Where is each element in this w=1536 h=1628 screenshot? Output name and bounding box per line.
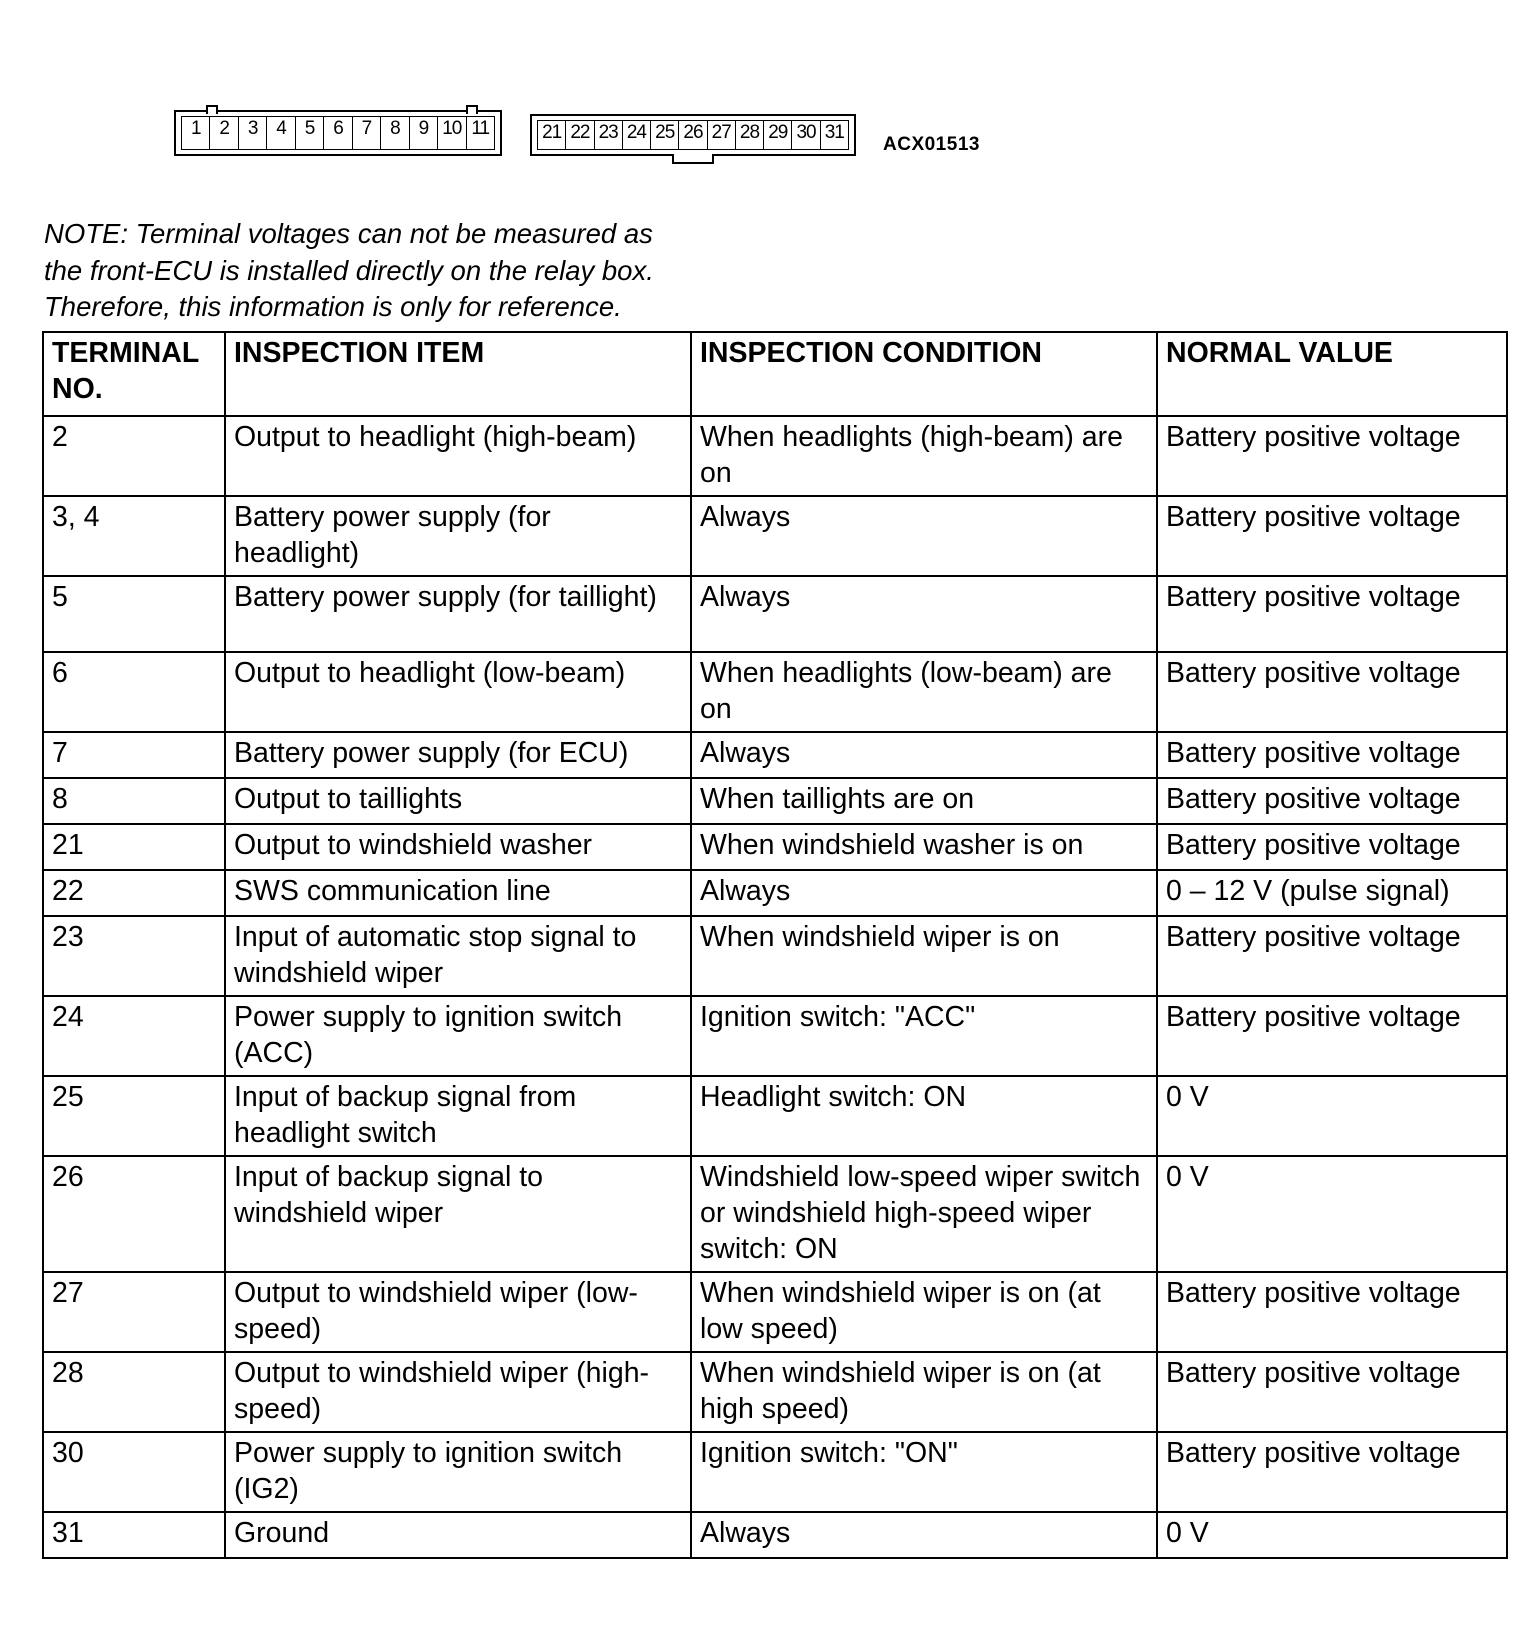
connector-pin: 7 (353, 117, 381, 149)
cell-condition: Always (691, 496, 1157, 576)
cell-item: Input of backup signal from headlight switch (225, 1076, 691, 1156)
table-row (43, 1156, 1507, 1272)
cell-item: Battery power supply (for headlight) (225, 496, 691, 576)
cell-value: Battery positive voltage (1157, 996, 1507, 1076)
cell-value: Battery positive voltage (1157, 496, 1507, 576)
cell-value: Battery positive voltage (1157, 1272, 1507, 1352)
table-row (43, 1272, 1507, 1352)
cell-condition: When windshield wiper is on (at high speed) (691, 1352, 1157, 1432)
left-connector-latch (466, 105, 478, 114)
cell-value: Battery positive voltage (1157, 416, 1507, 496)
table-body (43, 416, 1507, 1558)
table-row (43, 1432, 1507, 1512)
cell-value: Battery positive voltage (1157, 1432, 1507, 1512)
header-item: INSPECTION ITEM (225, 332, 691, 416)
connector-pin: 22 (566, 121, 594, 149)
cell-item: Battery power supply (for ECU) (225, 732, 691, 778)
cell-terminal: 26 (43, 1156, 225, 1272)
cell-value: 0 – 12 V (pulse signal) (1157, 870, 1507, 916)
cell-item: Output to taillights (225, 778, 691, 824)
cell-terminal: 27 (43, 1272, 225, 1352)
cell-item: Output to windshield wiper (low-speed) (225, 1272, 691, 1352)
note (44, 216, 804, 326)
table-row (43, 576, 1507, 652)
cell-condition: When headlights (high-beam) are on (691, 416, 1157, 496)
connector-pin: 26 (679, 121, 707, 149)
connector-pin: 23 (595, 121, 623, 149)
left-connector (174, 110, 502, 156)
cell-condition: Always (691, 870, 1157, 916)
cell-value: Battery positive voltage (1157, 652, 1507, 732)
table-row (43, 1512, 1507, 1558)
cell-condition: Always (691, 576, 1157, 652)
left-connector-pins (181, 116, 495, 150)
cell-item: Input of automatic stop signal to windshield wiper (225, 916, 691, 996)
cell-condition: When windshield washer is on (691, 824, 1157, 870)
terminal-spec-table (42, 331, 1508, 1559)
header-value: NORMAL VALUE (1157, 332, 1507, 416)
cell-value: 0 V (1157, 1076, 1507, 1156)
cell-value: Battery positive voltage (1157, 916, 1507, 996)
connector-pin: 11 (471, 118, 490, 139)
cell-terminal: 23 (43, 916, 225, 996)
table-row (43, 732, 1507, 778)
cell-value: Battery positive voltage (1157, 576, 1507, 652)
table-row (43, 416, 1507, 496)
connector-pin: 29 (764, 121, 792, 149)
cell-terminal: 2 (43, 416, 225, 496)
connector-pin: 25 (651, 121, 679, 149)
table-row (43, 1352, 1507, 1432)
cell-item: Power supply to ignition switch (IG2) (225, 1432, 691, 1512)
left-connector-latch (206, 105, 218, 114)
cell-condition: Ignition switch: "ON" (691, 1432, 1157, 1512)
cell-item: Output to headlight (high-beam) (225, 416, 691, 496)
cell-condition: Windshield low-speed wiper switch or windshield high-speed wiper switch: ON (691, 1156, 1157, 1272)
cell-terminal: 24 (43, 996, 225, 1076)
cell-condition: Always (691, 732, 1157, 778)
connector-pin: 27 (708, 121, 736, 149)
cell-terminal: 21 (43, 824, 225, 870)
note-line: NOTE: Terminal voltages can not be measured as (44, 218, 653, 249)
cell-item: Output to headlight (low-beam) (225, 652, 691, 732)
connector-pin: 24 (623, 121, 651, 149)
right-connector-pins (537, 120, 849, 150)
right-connector-latch (672, 154, 714, 164)
cell-item: Battery power supply (for taillight) (225, 576, 691, 652)
cell-value: Battery positive voltage (1157, 732, 1507, 778)
cell-item: Power supply to ignition switch (ACC) (225, 996, 691, 1076)
header-terminal: TERMINAL NO. (43, 332, 225, 416)
cell-terminal: 25 (43, 1076, 225, 1156)
table-row (43, 824, 1507, 870)
cell-item: Output to windshield washer (225, 824, 691, 870)
table-row (43, 870, 1507, 916)
cell-condition: When windshield wiper is on (at low speed) (691, 1272, 1157, 1352)
connector-pin: 9 (410, 117, 438, 149)
cell-condition: Ignition switch: "ACC" (691, 996, 1157, 1076)
connector-pin: 1 (182, 117, 210, 149)
table-row (43, 778, 1507, 824)
cell-terminal: 8 (43, 778, 225, 824)
table-header-row (43, 332, 1507, 416)
table-row (43, 496, 1507, 576)
cell-terminal: 7 (43, 732, 225, 778)
connector-pin: 2 (210, 117, 238, 149)
cell-item: Output to windshield wiper (high-speed) (225, 1352, 691, 1432)
table-row (43, 916, 1507, 996)
cell-terminal: 6 (43, 652, 225, 732)
note-line: the front-ECU is installed directly on the relay box. (44, 254, 654, 286)
cell-condition: When windshield wiper is on (691, 916, 1157, 996)
right-connector (530, 114, 856, 156)
cell-terminal: 5 (43, 576, 225, 652)
connector-pin: 28 (736, 121, 764, 149)
cell-item: Input of backup signal to windshield wiper (225, 1156, 691, 1272)
connector-pin: 31 (824, 122, 844, 143)
connector-pin: 6 (324, 117, 352, 149)
cell-terminal: 3, 4 (43, 496, 225, 576)
connector-pin: 4 (267, 117, 295, 149)
connector-pin: 5 (296, 117, 324, 149)
note-line: Therefore, this information is only for reference. (44, 291, 622, 322)
cell-condition: When headlights (low-beam) are on (691, 652, 1157, 732)
cell-terminal: 31 (43, 1512, 225, 1558)
diagram-code: ACX01513 (883, 134, 980, 155)
cell-item: SWS communication line (225, 870, 691, 916)
cell-condition: Always (691, 1512, 1157, 1558)
table-row (43, 652, 1507, 732)
connector-pin: 21 (538, 121, 566, 149)
cell-value: 0 V (1157, 1512, 1507, 1558)
cell-value: Battery positive voltage (1157, 778, 1507, 824)
table-row (43, 1076, 1507, 1156)
cell-condition: When taillights are on (691, 778, 1157, 824)
cell-value: 0 V (1157, 1156, 1507, 1272)
connector-pin: 8 (381, 117, 409, 149)
cell-value: Battery positive voltage (1157, 824, 1507, 870)
connector-pin: 30 (792, 121, 820, 149)
cell-item: Ground (225, 1512, 691, 1558)
table-row (43, 996, 1507, 1076)
cell-terminal: 30 (43, 1432, 225, 1512)
cell-terminal: 28 (43, 1352, 225, 1432)
connector-pin: 10 (438, 117, 466, 149)
cell-terminal: 22 (43, 870, 225, 916)
header-condition: INSPECTION CONDITION (691, 332, 1157, 416)
cell-value: Battery positive voltage (1157, 1352, 1507, 1432)
cell-condition: Headlight switch: ON (691, 1076, 1157, 1156)
connector-pin: 3 (239, 117, 267, 149)
